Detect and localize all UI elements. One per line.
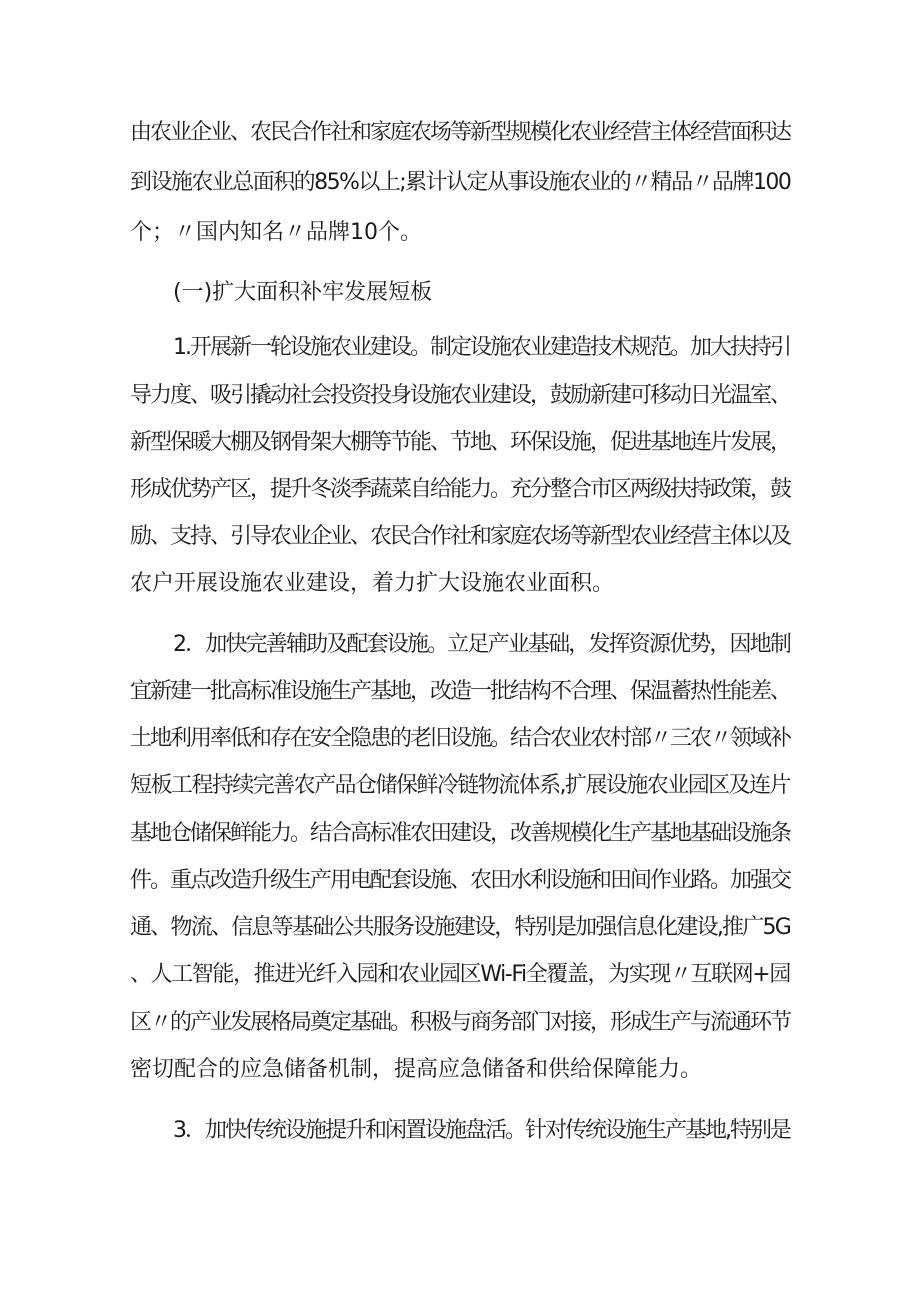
text-line: 农户开展设施农业建设，着力扩大设施农业面积。 (130, 571, 615, 596)
text-line: 件。重点改造升级生产用电配套设施、农田水利设施和田间作业路。加强交 (130, 868, 791, 893)
text-line: 个；〃国内知名〃品牌10个。 (130, 220, 422, 245)
text-line: 导力度、吸引撬动社会投资投身设施农业建设，鼓励新建可移动日光温室、 (130, 383, 791, 408)
text-line: 宜新建一批高标准设施生产基地，改造一批结构不合理、保温蓄热性能差、 (130, 679, 791, 704)
text-line: 1.开展新一轮设施农业建设。制定设施农业建造技术规范。加大扶持引 (173, 335, 790, 360)
text-line: 新型保暖大棚及钢骨架大棚等节能、节地、环保设施，促进基地连片发展， (130, 430, 791, 455)
text-line: 区〃的产业发展格局奠定基础。积极与商务部门对接，形成生产与流通环节 (130, 1010, 791, 1035)
section-heading: (一)扩大面积补牢发展短板 (173, 280, 433, 305)
text-line: 由农业企业、农民合作社和家庭农场等新型规模化农业经营主体经营面积达 (130, 120, 791, 145)
text-line: 、人工智能，推进光纤入园和农业园区Wi-Fi全覆盖，为实现〃互联网+园 (130, 962, 790, 987)
text-line: 到设施农业总面积的85%以上;累计认定从事设施农业的〃精品〃品牌100 (130, 170, 791, 195)
text-line: 2．加快完善辅助及配套设施。立足产业基础，发挥资源优势，因地制 (173, 632, 790, 657)
text-line: 密切配合的应急储备机制，提高应急储备和供给保障能力。 (130, 1057, 703, 1082)
text-line: 短板工程持续完善农产品仓储保鲜冷链物流体系,扩展设施农业园区及连片 (130, 773, 790, 798)
text-line: 土地利用率低和存在安全隐患的老旧设施。结合农业农村部〃三农〃领域补 (130, 726, 791, 751)
text-line: 3．加快传统设施提升和闲置设施盘活。针对传统设施生产基地,特别是 (173, 1118, 790, 1143)
text-line: 通、物流、信息等基础公共服务设施建设，特别是加强信息化建设,推广5G (130, 915, 791, 940)
text-line: 基地仓储保鲜能力。结合高标准农田建设，改善规模化生产基地基础设施条 (130, 821, 791, 846)
text-line: 励、支持、引导农业企业、农民合作社和家庭农场等新型农业经营主体以及 (130, 524, 791, 549)
text-line: 形成优势产区，提升冬淡季蔬菜自给能力。充分整合市区两级扶持政策，鼓 (130, 477, 791, 502)
